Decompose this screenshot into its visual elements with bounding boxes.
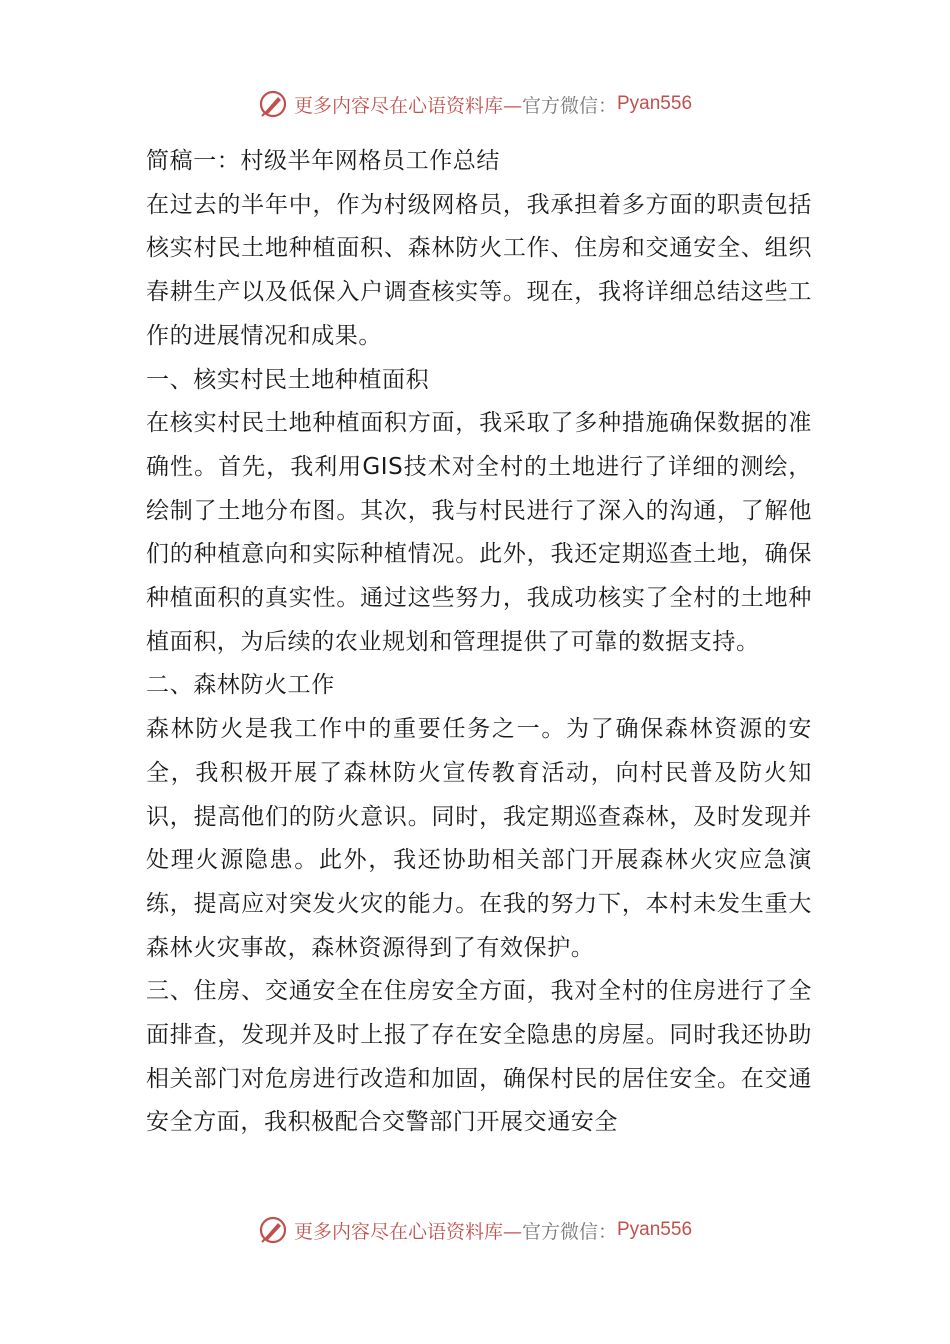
section-paragraph-3: 三、住房、交通安全在住房安全方面，我对全村的住房进行了全面排查，发现并及时上报了存在安全隐患的房屋。同时我还协助相关部门对危房进行改造和加固，确保村民的居住安全。在交通安全方面，我积极配合交警部门开展交通安全: [146, 978, 812, 1136]
watermark-text: 更多内容尽在心语资料库—: [293, 1220, 522, 1243]
section-paragraph-1: 在核实村民土地种植面积方面，我采取了多种措施确保数据的准确性。首先，我利用GIS技术对全村的土地进行了详细的测绘，绘制了土地分布图。其次，我与村民进行了深入的沟通，了解他们的种植意向和实际种植情况。此外，我还定期巡查土地，确保种植面积的真实性。通过这些努力，我成功核实了全村的土地种植面积，为后续的农业规划和管理提供了可靠的数据支持。: [146, 410, 812, 655]
pen-logo-icon: [258, 89, 288, 119]
section-heading-2: 二、森林防火工作: [146, 672, 335, 699]
watermark-wechat-label: 官方微信：: [521, 1220, 617, 1243]
watermark-text: 更多内容尽在心语资料库—: [293, 94, 522, 117]
watermark-wechat-id: Pyan556: [617, 1219, 693, 1240]
watermark-wechat-label: 官方微信：: [521, 94, 617, 117]
doc-title: 简稿一：村级半年网格员工作总结: [146, 148, 500, 174]
footer-watermark: [0, 1210, 950, 1250]
header-watermark: [0, 84, 950, 124]
section-heading-1: 一、核实村民土地种植面积: [146, 366, 430, 393]
pen-logo-icon: [258, 1215, 288, 1245]
document-body: [146, 140, 812, 1145]
section-paragraph-2: 森林防火是我工作中的重要任务之一。为了确保森林资源的安全，我积极开展了森林防火宣传教育活动，向村民普及防火知识，提高他们的防火意识。同时，我定期巡查森林，及时发现并处理火源隐患。此外，我还协助相关部门开展森林火灾应急演练，提高应对突发火灾的能力。在我的努力下，本村未发生重大森林火灾事故，森林资源得到了有效保护。: [146, 716, 812, 961]
watermark-wechat-id: Pyan556: [617, 93, 693, 114]
intro-paragraph: 在过去的半年中，作为村级网格员，我承担着多方面的职责包括核实村民土地种植面积、森林防火工作、住房和交通安全、组织春耕生产以及低保入户调查核实等。现在，我将详细总结这些工作的进展情况和成果。: [146, 191, 812, 349]
